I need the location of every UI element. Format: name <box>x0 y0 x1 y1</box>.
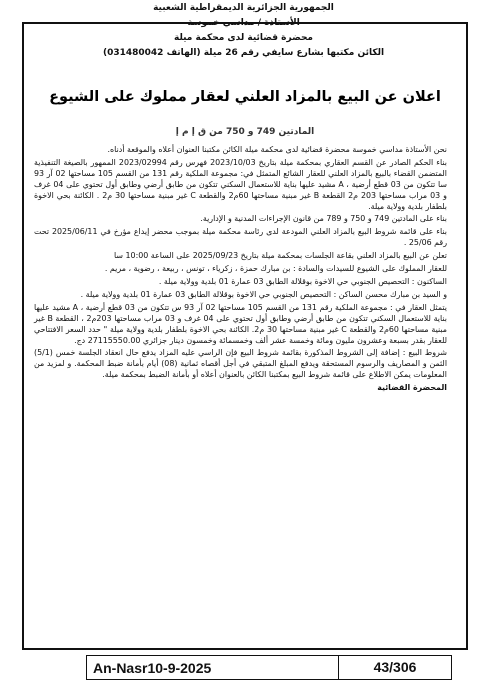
publication-number: 43/306 <box>338 656 451 679</box>
header-office-address: الكائن مكتبها بشارع سايفي رقم 26 ميلة (الهاتف 031480042) <box>102 48 385 58</box>
intro-paragraph: نحن الأستاذة مداسي خموسة محضرة قضائية لدى محكمة ميلة الكائن مكتبنا العنوان أعلاه والموقعة أدناه. <box>107 145 447 154</box>
header-bailiff-title: محضرة قضائية لدى محكمة ميلة <box>173 33 313 43</box>
auction-date-paragraph: تعلن عن البيع بالمزاد العلني بقاعة الجلسات بمحكمة ميلة بتاريخ 2025/09/23 على الساعة 10:00 سا <box>114 251 447 261</box>
residence-paragraph: الساكنون : التحصيص الجنوبي حي الاخوة بوقلالة الطابق 03 عمارة 01 بلدية وولاية ميلة . <box>158 276 447 286</box>
judgment-paragraph: بناء الحكم الصادر عن القسم العقاري بمحكمة ميلة بتاريخ 2023/10/03 فهرس رقم 2023/02994 الممهور بالصيغة التنفيذية المتضمن القضاء بالبيع بالمزاد العلني للعقار الشائع المتمثل في: مجموعة الملكية رقم 131 من القسم 105 مساحتها 02 آر 93 سا تتكون من 03 قطع أرضية ، A مشيد عليها بناية للاستعمال السكني تتكون من طابق أرضي وطابق أول تحتوي على 04 غرف و 03 مراب مساحتها 203 م2 القطعة B غير مبنية مساحتها 60م2 والقطعة C غير مبنية مساحتها 30 م2 . الكائنة بحي الاخوة بلطفار بلدية وولاية ميلة. <box>34 157 448 211</box>
second-owner-paragraph: و السيد بن مبارك محسن الساكن : التحصيص الجنوبي حي الاخوة بوقلالة الطابق 03 عمارة 01 بلدية وولاية ميلة . <box>80 289 447 299</box>
notice-body <box>34 145 447 396</box>
notice-subtitle: المادتين 749 و 750 من ق إ م إ <box>175 127 315 137</box>
publication-label: An-Nasr10-9-2025 <box>93 659 212 676</box>
signature: المحضرة القضائية <box>377 383 447 393</box>
sale-conditions-paragraph: شروط البيع : إضافة إلى الشروط المذكورة بقائمة شروط البيع فإن الراسي عليه المزاد يدفع حال انعقاد الجلسة خمس (5/1) الثمن و المصاريف والرسوم المستحقة ويدفع المبلغ المتبقي في أجل أقصاه ثمانية (08) أيام بأمانة ضبط المحكمة. و لمزيد من المعلومات يمكن الاطلاع على قائمة شروط البيع بمكتبنا الكائن بالعنوان أعلاه أو بأمانة الضبط بمحكمة ميلة. <box>34 348 448 380</box>
header-country-line: الجمهورية الجزائرية الديمقراطية الشعبية <box>153 3 334 13</box>
deposit-paragraph: بناء على قائمة شروط البيع بالمزاد العلني المودعة لدى رئاسة محكمة ميلة بموجب محضر إيداع مؤرخ في 2025/06/11 تحت رقم 25/06 . <box>34 227 447 248</box>
owners-paragraph: للعقار المملوك على الشيوع للسيدات والسادة : بن مبارك حمزة ، زكرياء ، تونس ، ربيعة ، رضوية ، مريم . <box>104 264 447 274</box>
notice-title: اعلان عن البيع بالمزاد العلني لعقار مملوك على الشيوع <box>49 89 441 105</box>
property-description-paragraph: يتمثل العقار في : مجموعة الملكية رقم 131 من القسم 105 مساحتها 02 آر 93 س تتكون من 03 قطع أرضية ، A مشيد عليها بناية للاستعمال السكني تتكون من طابق أرضي وطابق أول تحتوي على 04 غرف و 03 مراب مساحتها 203م2 ، القطعة B غير مبنية مساحتها 60م2 والقطعة C غير مبنية مساحتها 30 م2. الكائنة بحي الاخوة بلطفار بلدية وولاية ميلة " حدد السعر الافتتاحي للعقار بقدر بسبعة وعشرون مليون ومائة وخمسة عشر ألف وخمسمائة وخمسون دينار جزائري 27115550.00 دج. <box>34 302 447 345</box>
legal-basis-paragraph: بناء على المادتين 749 و 750 و 789 من قانون الإجراءات المدنية و الإدارية. <box>200 214 447 224</box>
header-bailiff-name: الأستاذة / مداسي خموسة <box>187 18 300 28</box>
publication-footer <box>86 655 452 680</box>
